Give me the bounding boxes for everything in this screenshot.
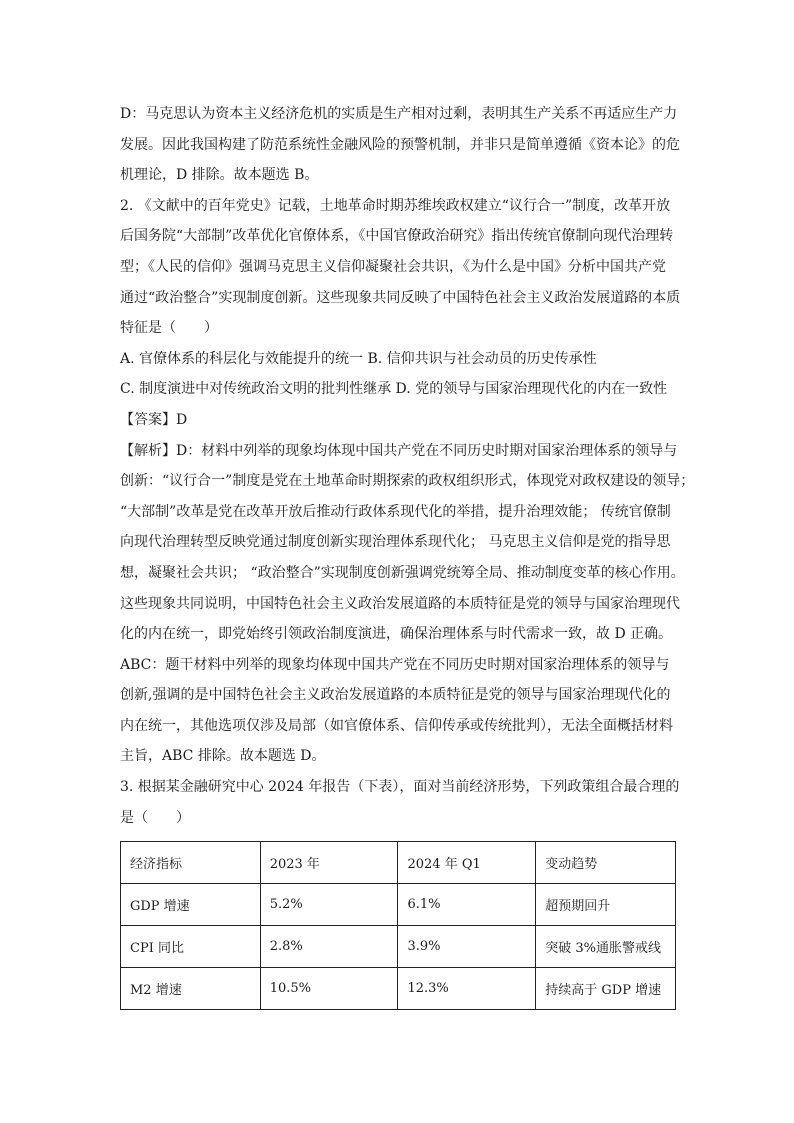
question-2-stem <box>120 191 681 344</box>
table-cell: 持续高于 GDP 增速 <box>536 968 676 1010</box>
text-line: 【解析】D：材料中列举的现象均体现中国共产党在不同历史时期对国家治理体系的领导与 <box>120 442 678 459</box>
text-line: 通过“政治整合”实现制度创新。这些现象共同反映了中国特色社会主义政治发展道路的本质 <box>120 289 681 306</box>
text-line: “大部制”改革是党在改革开放后推动行政体系现代化的举措，提升治理效能； 传统官僚制 <box>120 503 671 520</box>
question-3 <box>120 772 680 1010</box>
table-cell: 2.8% <box>260 926 398 968</box>
table-cell: CPI 同比 <box>121 926 261 968</box>
table-cell: 3.9% <box>398 926 536 968</box>
text-line: 这些现象共同说明，中国特色社会主义政治发展道路的本质特征是党的领导与国家治理现代 <box>120 595 680 612</box>
table-cell: 12.3% <box>398 968 536 1010</box>
question-2-options <box>120 344 676 405</box>
question-2 <box>120 191 695 772</box>
table-cell: 10.5% <box>260 968 398 1010</box>
table-header-cell: 2024 年 Q1 <box>398 842 536 884</box>
table-cell: 6.1% <box>398 884 536 926</box>
text-line: 创新,强调的是中国特色社会主义政治发展道路的本质特征是党的领导与国家治理现代化的 <box>120 687 671 704</box>
text-line: 想，凝聚社会共识； “政治整合”实现制度创新强调党统筹全局、推动制度变革的核心作用。 <box>120 564 685 581</box>
text-line: 后国务院“大部制”改革优化官僚体系，《中国官僚政治研究》指出传统官僚制向现代治理转 <box>120 228 674 245</box>
table-header-cell: 2023 年 <box>260 842 398 884</box>
economic-indicator-table <box>120 841 676 1010</box>
text-line: 2. 《文献中的百年党史》记载，土地革命时期苏维埃政权建立“议行合一”制度，改革开放 <box>120 197 671 214</box>
table-header-cell: 经济指标 <box>121 842 261 884</box>
table-cell: GDP 增速 <box>121 884 261 926</box>
question-2-analysis <box>120 436 695 773</box>
text-line: 特征是（ ） <box>120 320 218 337</box>
text-line: 型；《人民的信仰》强调马克思主义信仰凝聚社会共识，《为什么是中国》分析中国共产党 <box>120 258 666 275</box>
table-header-row <box>121 842 676 884</box>
table-cell: 5.2% <box>260 884 398 926</box>
answer-line: 【答案】D <box>120 411 188 428</box>
text-line: 主旨，ABC 排除。故本题选 D。 <box>120 748 326 765</box>
table-cell: 突破 3%通胀警戒线 <box>536 926 676 968</box>
option-line-ab: A. 官僚体系的科层化与效能提升的统一 B. 信仰共识与社会动员的历史传承性 <box>120 350 597 367</box>
text-line: 机理论，D 排除。故本题选 B。 <box>120 167 319 184</box>
document-page <box>120 99 695 1010</box>
text-line: 发展。因此我国构建了防范系统性金融风险的预警机制，并非只是简单遵循《资本论》的危 <box>120 136 680 153</box>
table-row <box>121 926 676 968</box>
text-line: D：马克思认为资本主义经济危机的实质是生产相对过剩，表明其生产关系不再适应生产力 <box>120 106 678 122</box>
table-row <box>121 968 676 1010</box>
table-header-cell: 变动趋势 <box>536 842 676 884</box>
text-line: 创新：“议行合一”制度是党在土地革命时期探索的政权组织形式，体现党对政权建设的领导； <box>120 473 695 490</box>
text-line: 向现代治理转型反映党通过制度创新实现治理体系现代化； 马克思主义信仰是党的指导思 <box>120 534 671 551</box>
text-line: ABC：题干材料中列举的现象均体现中国共产党在不同历史时期对国家治理体系的领导与 <box>120 656 670 673</box>
table-cell: 超预期回升 <box>536 884 676 926</box>
text-line: 内在统一，其他选项仅涉及局部（如官僚体系、信仰传承或传统批判），无法全面概括材料 <box>120 717 673 734</box>
table-cell: M2 增速 <box>121 968 261 1010</box>
text-line: 是（ ） <box>120 809 190 826</box>
text-line: 3. 根据某金融研究中心 2024 年报告（下表），面对当前经济形势，下列政策组合最合理的 <box>120 779 680 796</box>
table-row <box>121 884 676 926</box>
option-line-cd: C. 制度演进中对传统政治文明的批判性继承 D. 党的领导与国家治理现代化的内在一致性 <box>120 381 668 398</box>
text-line: 化的内在统一，即党始终引领政治制度演进，确保治理体系与时代需求一致，故 D 正确。 <box>120 626 673 643</box>
question-1-analysis-tail <box>120 99 680 191</box>
